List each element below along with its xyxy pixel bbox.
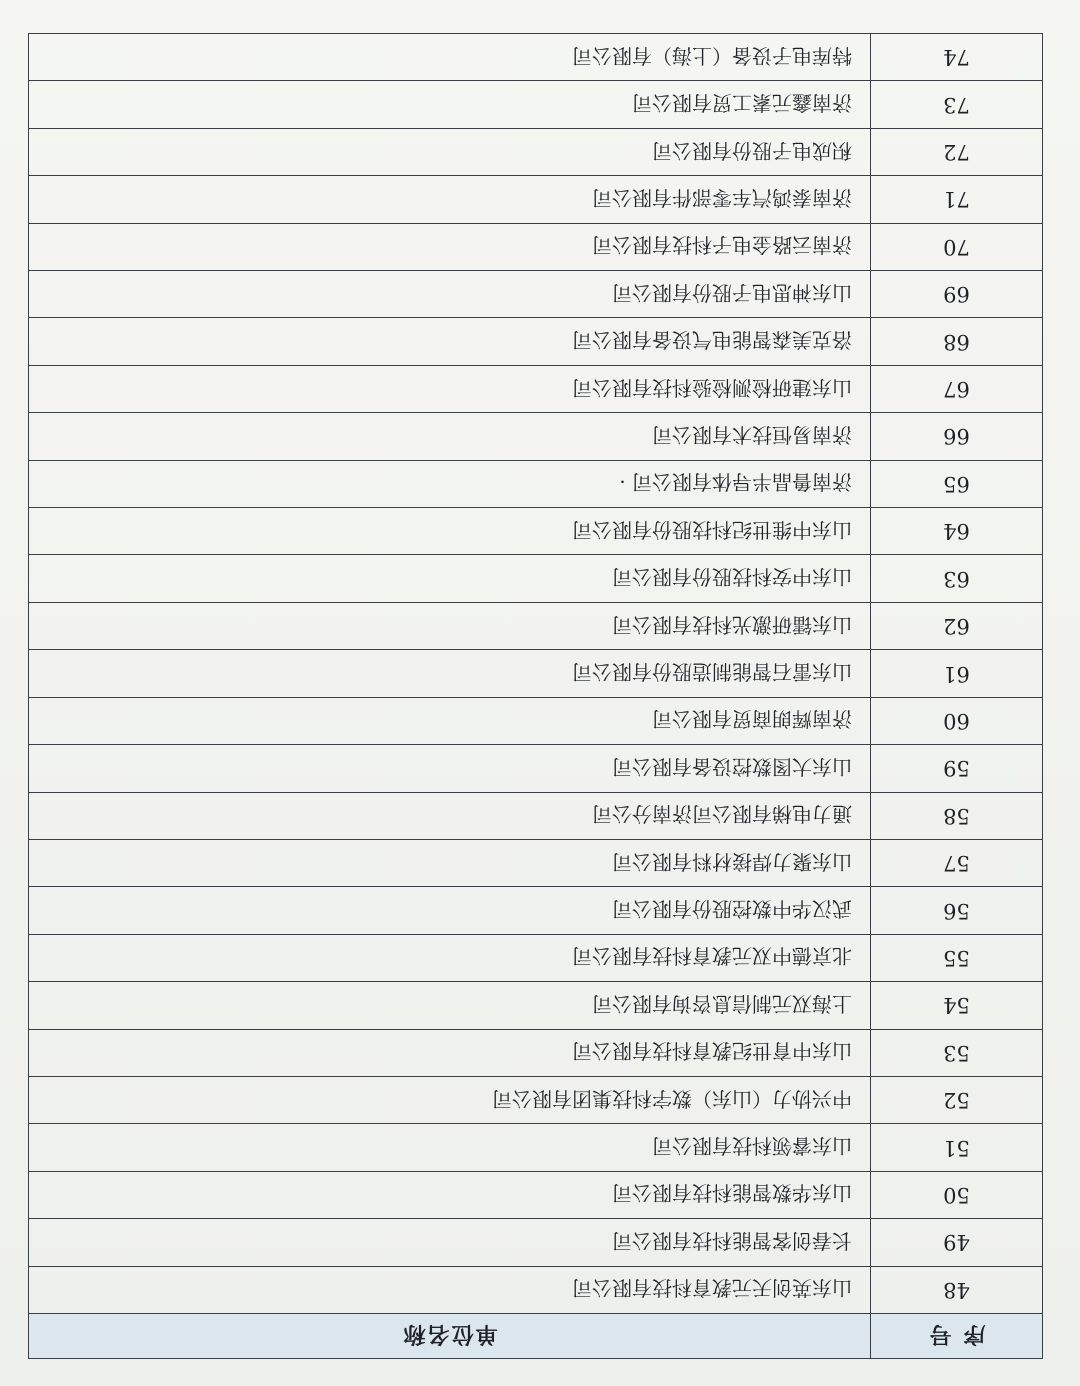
row-serial-number: 60 (871, 697, 1043, 744)
row-serial-number: 67 (871, 365, 1043, 412)
row-unit-name: 中兴协力（山东）数字科技集团有限公司 (29, 1076, 871, 1123)
row-serial-number: 71 (871, 176, 1043, 223)
table-row (29, 887, 1043, 934)
row-unit-name: 上海双元制信息咨询有限公司 (29, 982, 871, 1029)
row-serial-number: 51 (871, 1124, 1043, 1171)
table-header (29, 1314, 1043, 1359)
row-serial-number: 54 (871, 982, 1043, 1029)
table-row (29, 982, 1043, 1029)
row-unit-name: 长春创客智能科技有限公司 (29, 1219, 871, 1266)
table-row (29, 792, 1043, 839)
row-unit-name: 济南辉朗商贸有限公司 (29, 697, 871, 744)
row-serial-number: 73 (871, 81, 1043, 128)
row-unit-name: 山东中维世纪科技股份有限公司 (29, 508, 871, 555)
row-serial-number: 74 (871, 34, 1043, 81)
row-unit-name: 特库电子设备（上海）有限公司 (29, 34, 871, 81)
table-row (29, 508, 1043, 555)
table-row (29, 650, 1043, 697)
table-row (29, 1266, 1043, 1313)
table-row (29, 1076, 1043, 1123)
row-unit-name: 通力电梯有限公司济南分公司 (29, 792, 871, 839)
row-unit-name: 山东雷石智能制造股份有限公司 (29, 650, 871, 697)
row-serial-number: 66 (871, 413, 1043, 460)
table-row (29, 1171, 1043, 1218)
table-row (29, 1029, 1043, 1076)
row-serial-number: 53 (871, 1029, 1043, 1076)
row-unit-name: 北京德中双元教育科技有限公司 (29, 934, 871, 981)
row-serial-number: 57 (871, 839, 1043, 886)
table-row (29, 602, 1043, 649)
row-serial-number: 52 (871, 1076, 1043, 1123)
table-row (29, 34, 1043, 81)
table-row (29, 128, 1043, 175)
row-unit-name: 山东大图数控设备有限公司 (29, 745, 871, 792)
row-unit-name: 山东聚力焊接材料有限公司 (29, 839, 871, 886)
row-serial-number: 49 (871, 1219, 1043, 1266)
table-row (29, 745, 1043, 792)
row-serial-number: 69 (871, 271, 1043, 318)
row-unit-name: 济南泰鸿汽车零部件有限公司 (29, 176, 871, 223)
row-unit-name: 山东中育世纪教育科技有限公司 (29, 1029, 871, 1076)
table-row (29, 1219, 1043, 1266)
table-row (29, 555, 1043, 602)
row-serial-number: 62 (871, 602, 1043, 649)
row-serial-number: 65 (871, 460, 1043, 507)
row-serial-number: 61 (871, 650, 1043, 697)
row-serial-number: 58 (871, 792, 1043, 839)
row-unit-name: 山东英创天元教育科技有限公司 (29, 1266, 871, 1313)
row-serial-number: 72 (871, 128, 1043, 175)
row-serial-number: 70 (871, 223, 1043, 270)
table-row (29, 413, 1043, 460)
row-unit-name: 山东镭研激光科技有限公司 (29, 602, 871, 649)
row-unit-name: 济南鲁晶半导体有限公司 · (29, 460, 871, 507)
row-serial-number: 68 (871, 318, 1043, 365)
row-serial-number: 63 (871, 555, 1043, 602)
row-serial-number: 55 (871, 934, 1043, 981)
row-unit-name: 济南鑫元素工贸有限公司 (29, 81, 871, 128)
row-serial-number: 56 (871, 887, 1043, 934)
table-row (29, 934, 1043, 981)
row-unit-name: 山东中安科技股份有限公司 (29, 555, 871, 602)
table-row (29, 1124, 1043, 1171)
row-unit-name: 济南云路金电子科技有限公司 (29, 223, 871, 270)
header-serial-number: 序 号 (871, 1314, 1043, 1359)
row-unit-name: 山东华数智能科技有限公司 (29, 1171, 871, 1218)
row-serial-number: 64 (871, 508, 1043, 555)
row-unit-name: 山东神思电子股份有限公司 (29, 271, 871, 318)
row-unit-name: 洛克美森智能电气设备有限公司 (29, 318, 871, 365)
table-row (29, 176, 1043, 223)
company-list-table (28, 33, 1043, 1359)
row-serial-number: 48 (871, 1266, 1043, 1313)
table-row (29, 318, 1043, 365)
row-unit-name: 山东睿领科技有限公司 (29, 1124, 871, 1171)
table-row (29, 697, 1043, 744)
table-body (29, 34, 1043, 1314)
table-row (29, 460, 1043, 507)
table-row (29, 81, 1043, 128)
row-serial-number: 59 (871, 745, 1043, 792)
row-unit-name: 济南易恒技术有限公司 (29, 413, 871, 460)
table-row (29, 365, 1043, 412)
header-unit-name: 单位名称 (29, 1314, 871, 1359)
row-unit-name: 武汉华中数控股份有限公司 (29, 887, 871, 934)
table-row (29, 839, 1043, 886)
row-unit-name: 山东建研检测检验科技有限公司 (29, 365, 871, 412)
table-row (29, 271, 1043, 318)
row-unit-name: 积成电子股份有限公司 (29, 128, 871, 175)
header-row (29, 1314, 1043, 1359)
table-row (29, 223, 1043, 270)
row-serial-number: 50 (871, 1171, 1043, 1218)
rotated-table-container (29, 33, 1043, 1359)
